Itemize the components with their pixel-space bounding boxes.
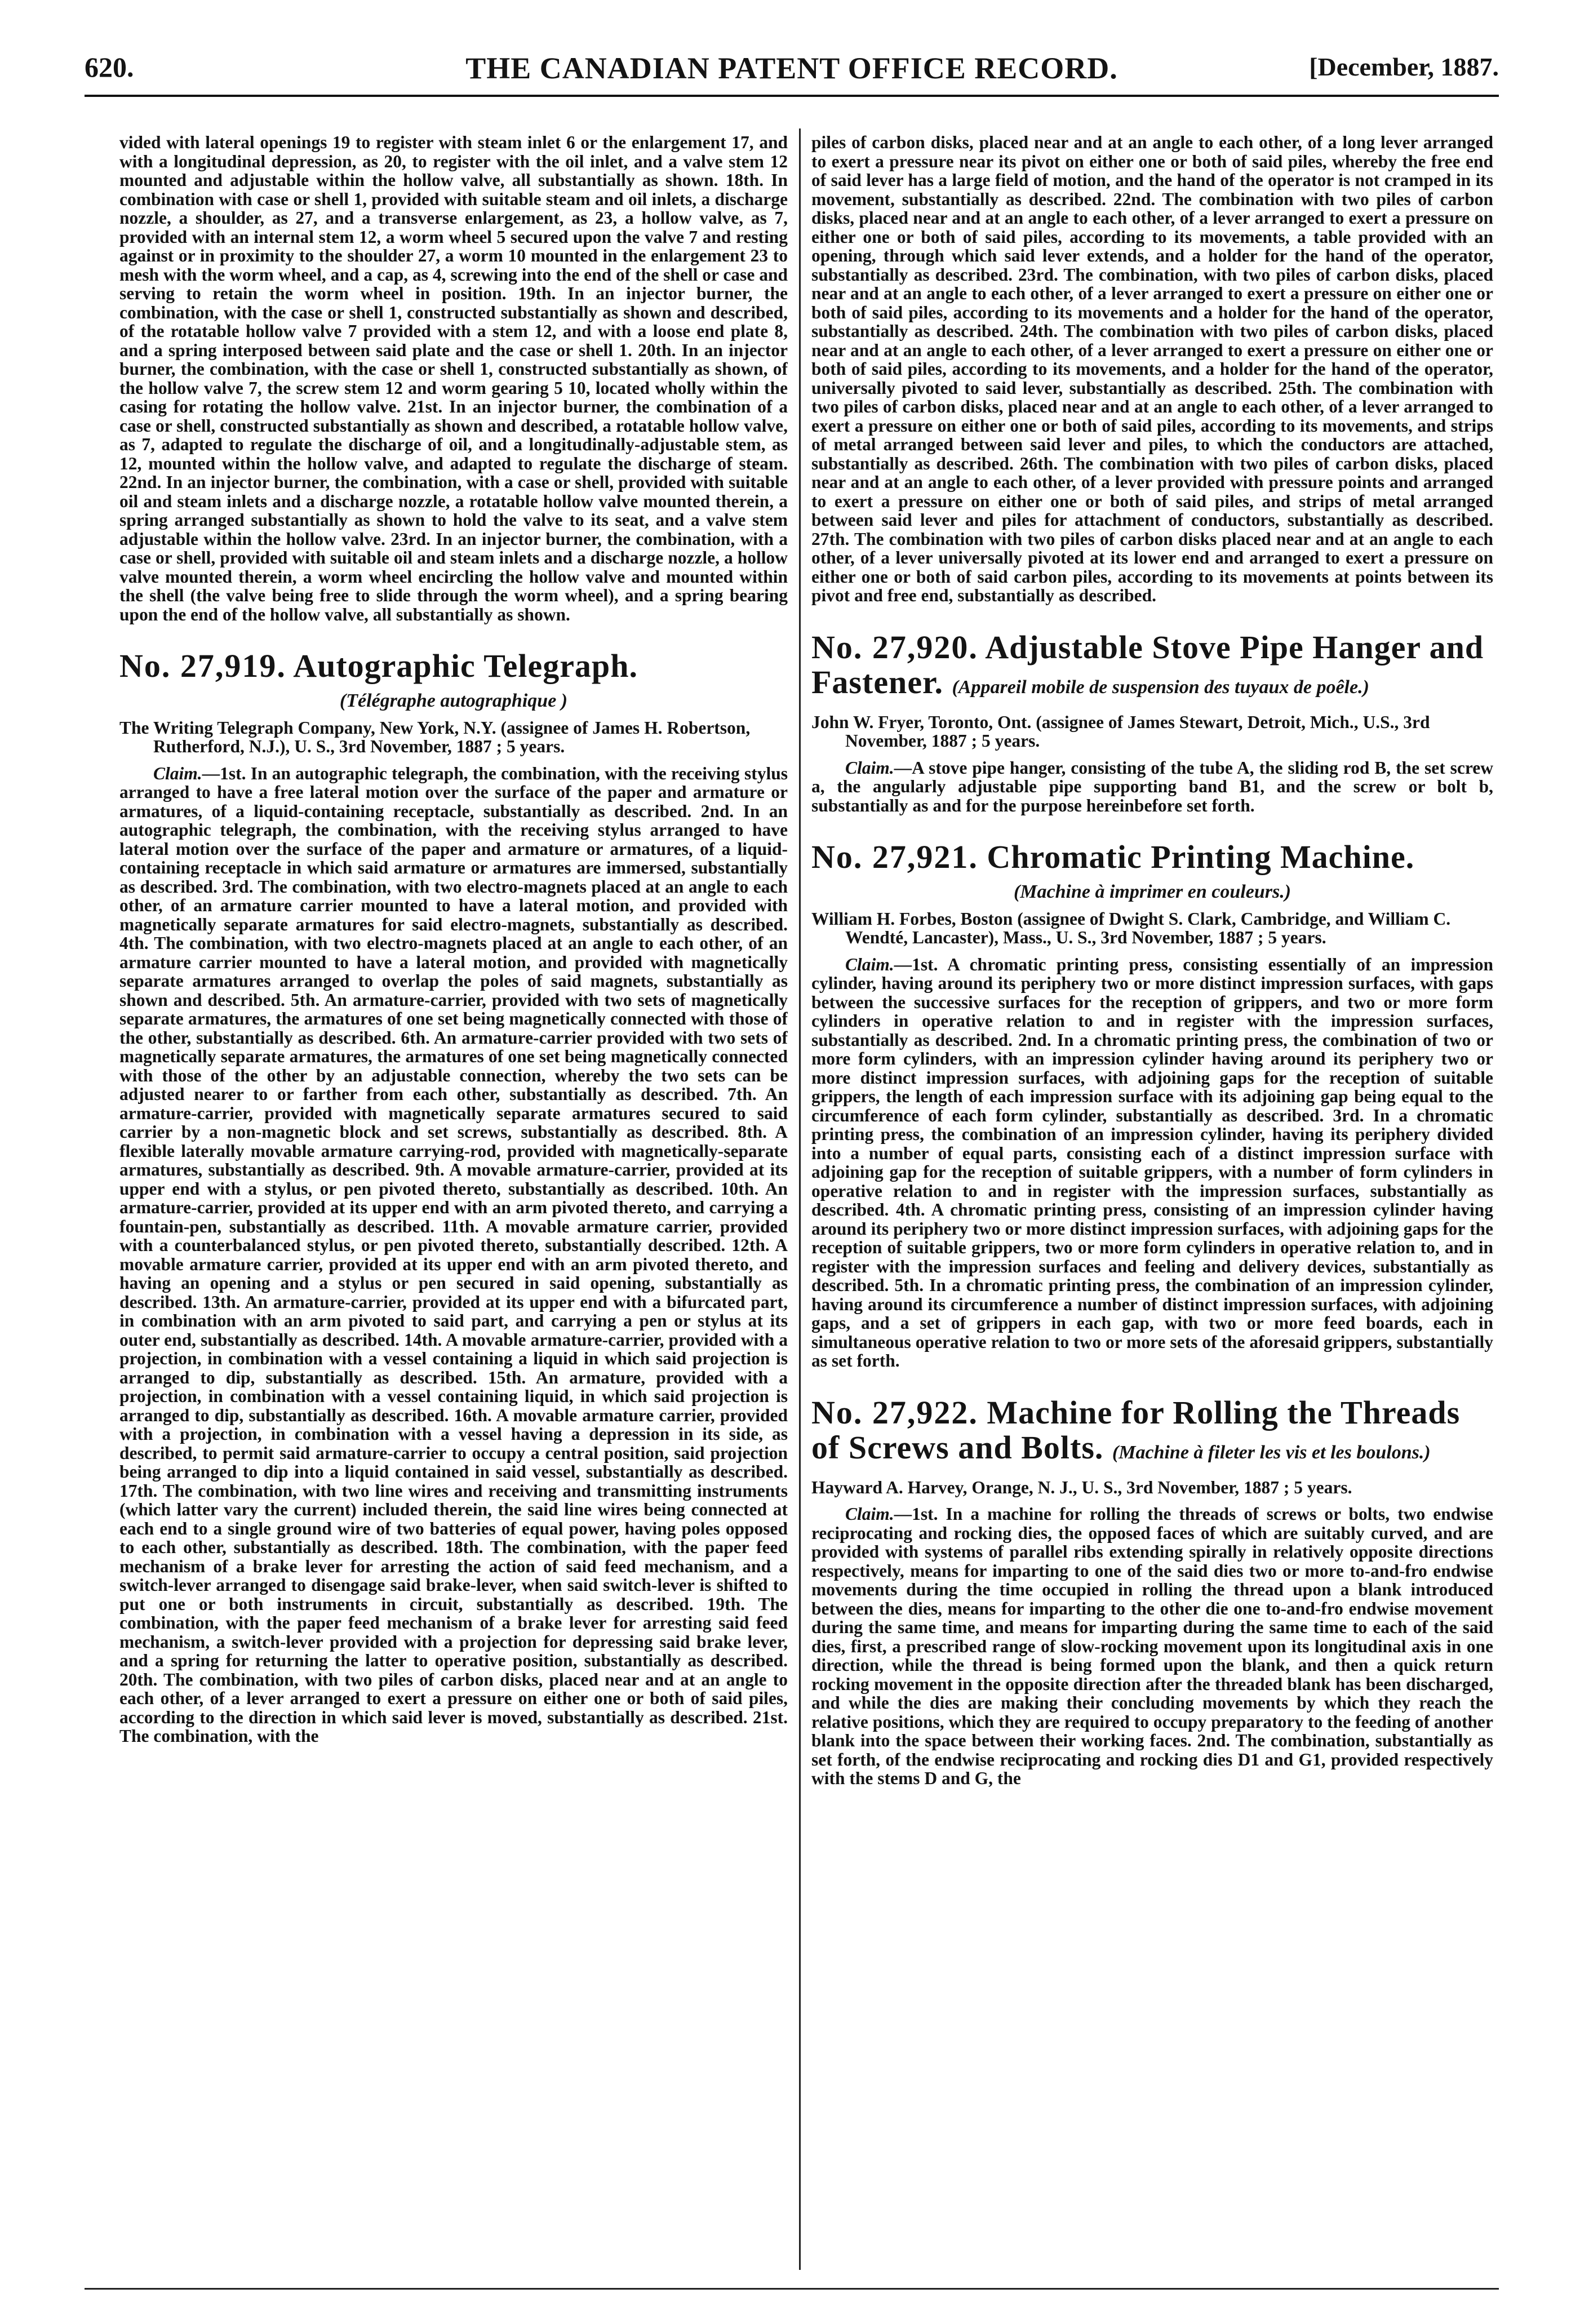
patent-title: Chromatic Printing Machine. xyxy=(987,839,1415,875)
entry-heading xyxy=(811,1395,1493,1470)
patent-entry-27921 xyxy=(811,840,1493,1371)
patent-french-title: (Télégraphe autographique ) xyxy=(339,690,568,711)
patent-french-title: (Appareil mobile de suspension des tuyaux de poêle.) xyxy=(952,676,1369,698)
patent-number: No. 27,921. xyxy=(811,839,978,875)
claim-text: —1st. In an autographic telegraph, the combination, with the receiving stylus arranged to have a free lateral motion over the surface of the paper and armature or armatures, of a liquid-containing receptacle, substantially as described. 2nd. In an autographic telegraph, the combination, with the receiving stylus arranged to have lateral motion over the surface of the paper and armature or armatures, of a liquid-containing receptacle in which said armature or armatures are immersed, substantially as described. 3rd. The combination, with two electro-magnets placed at an angle to each other, of an armature carrier mounted to have a lateral motion, and provided with magnetically separate armatures for said electro-magnets, substantially as described. 4th. The combination, with two electro-magnets placed at an angle to each other, of an armature carrier mounted to have a lateral motion, and provided with magnetically separate armatures arranged to overlap the poles of said magnets, substantially as shown and described. 5th. An armature-carrier, provided with two sets of magnetically separate armatures, the armatures of one set being magnetically connected with those of the other, substantially as described. 6th. An armature-carrier provided with two sets of magnetically separate armatures, the armatures of one set being magnetically connected with those of the other by an adjustable connection, whereby the two sets can be adjusted nearer to or farther from each other, substantially as described. 7th. An armature-carrier, provided with magnetically separate armatures secured to said carrier by a non-magnetic block and set screws, substantially as described. 8th. A flexible laterally movable armature carrying-rod, provided with magnetically-separate armatures, substantially as described. 9th. A movable armature-carrier, provided at its upper end with a stylus, or pen pivoted thereto, substantially as described. 10th. An armature-carrier, provided at its upper end with an arm pivoted thereto, and carrying a fountain-pen, substantially as described. 11th. A movable armature carrier, provided with a counterbalanced stylus, or pen pivoted thereto, substantially described. 12th. A movable armature carrier, provided at its upper end with an arm pivoted thereto, and having an opening and a stylus or pen secured in said opening, substantially as described. 13th. An armature-carrier, provided at its upper end with a bifurcated part, in combination with an arm pivoted to said part, and carrying a pen or stylus at its outer end, substantially as described. 14th. A movable armature-carrier, provided with a projection, in combination with a vessel containing a liquid in which said projection is arranged to dip, substantially as described. 15th. An armature, provided with a projection, in combination with a vessel containing liquid, in which said projection is arranged to dip, substantially as described. 16th. A movable armature carrier, provided with a projection, in combination with a vessel having a depression in its side, as described, to permit said armature-carrier to occupy a central position, said projection being arranged to dip into a liquid contained in said vessel, substantially as described. 17th. The combination, with two line wires and receiving and transmitting instruments (which latter vary the current) included therein, the said line wires being connected at each end to a single ground wire of two batteries of equal power, having poles opposed to each other, substantially as described. 18th. The combination, with the paper feed mechanism of a brake lever for arresting the action of said feed mechanism, and a switch-lever arranged to disengage said brake-lever, when said switch-lever is shifted to put one or both instruments in circuit, substantially as described. 19th. The combination, with the paper feed mechanism of a brake lever for arresting said feed mechanism, a switch-lever provided with a projection for depressing said brake lever, and a spring for returning the latter to operative position, substantially as described. 20th. The combination, with two piles of carbon disks, placed near and at an angle to each other, of a lever arranged to exert a pressure on either one or both of said piles, according to the direction in which said lever is moved, substantially as described. 21st. The combination, with the xyxy=(119,763,788,1746)
patent-applicant: John W. Fryer, Toronto, Ont. (assignee of James Stewart, Detroit, Mich., U.S., 3rd November, 1887 ; 5 years. xyxy=(811,712,1430,751)
continued-claims: vided with lateral openings 19 to register with steam inlet 6 or the enlargement 17, and with a longitudinal depression, as 20, to register with the oil inlet, and a valve stem 12 mounted and adjustable within the hollow valve, all substantially as shown. 18th. In combination with case or shell 1, provided with suitable steam and oil inlets, a discharge nozzle, a shoulder, as 27, and a transverse enlargement, as 23, a hollow valve, as 7, provided with an internal stem 12, a worm wheel 5 secured upon the valve 7 and resting against or in proximity to the shoulder 27, a worm 10 mounted in the enlargement 23 to mesh with the worm wheel, and a cap, as 4, screwing into the end of the shell or case and serving to retain the worm wheel in position. 19th. In an injector burner, the combination, with the case or shell 1, constructed substantially as shown and described, of the rotatable hollow valve 7 provided with a stem 12, and with a loose end plate 8, and a spring interposed between said plate and the case or shell 1. 20th. In an injector burner, the combination, with the case or shell 1, constructed substantially as shown, of the hollow valve 7, the screw stem 12 and worm gearing 5 10, located wholly within the casing for rotating the hollow valve. 21st. In an injector burner, the combination of a case or shell, constructed substantially as shown and described, a rotatable hollow valve, as 7, adapted to regulate the discharge of oil, and a longitudinally-adjustable stem, as 12, mounted within the hollow valve, and adapted to regulate the discharge of steam. 22nd. In an injector burner, the combination, with a case or shell, provided with suitable oil and steam inlets and a discharge nozzle, a rotatable hollow valve mounted therein, a spring arranged substantially as shown to hold the valve to its seat, and a valve stem adjustable within the hollow valve. 23rd. In an injector burner, the combination, with a case or shell, provided with suitable oil and steam inlets and a discharge nozzle, a hollow valve mounted therein, a worm wheel encircling the hollow valve and mounted within the shell (the valve being free to slide through the worm wheel), and a spring bearing upon the end of the hollow valve, all substantially as shown. xyxy=(119,133,788,624)
publication-title: THE CANADIAN PATENT OFFICE RECORD. xyxy=(465,51,1118,85)
patent-entry-27919 xyxy=(119,649,788,1746)
patent-title: Autographic Telegraph. xyxy=(293,647,638,684)
patent-applicant: William H. Forbes, Boston (assignee of Dwight S. Clark, Cambridge, and William C. Wendté, Lancaster), Mass., U. S., 3rd November, 1887 ; 5 years. xyxy=(811,908,1451,947)
patent-entry-27922 xyxy=(811,1395,1493,1788)
patent-number: No. 27,920. xyxy=(811,628,978,666)
patent-number: No. 27,922. xyxy=(811,1394,978,1431)
claim-label: Claim. xyxy=(845,954,894,974)
patent-title: Machine for Rolling the Threads of Screws and Bolts. xyxy=(811,1394,1461,1466)
patent-claims xyxy=(811,955,1493,1371)
patent-french-title: (Machine à fileter les vis et les boulons.) xyxy=(1112,1442,1431,1463)
patent-applicant: Hayward A. Harvey, Orange, N. J., U. S., 3rd November, 1887 ; 5 years. xyxy=(811,1477,1352,1497)
right-column xyxy=(811,133,1493,2286)
claim-label: Claim. xyxy=(845,1504,894,1524)
claim-label: Claim. xyxy=(153,763,202,783)
column-divider xyxy=(799,128,801,2270)
page-bottom-rule xyxy=(85,2288,1499,2290)
issue-date: [December, 1887. xyxy=(1309,52,1499,81)
page-number: 620. xyxy=(85,51,134,83)
claim-text: —1st. In a machine for rolling the threads of screws or bolts, two endwise reciprocating and rocking dies, the opposed faces of which are suitably curved, and are provided with systems of parallel ribs extending spirally in relatively opposite directions respectively, means for imparting to one of the said dies two or more to-and-fro endwise movements during the time occupied in rolling the thread upon a blank introduced between the dies, means for imparting to the other die one to-and-fro endwise movement during the same time, and means for imparting during the same time to each of the said dies, first, a prescribed range of slow-rocking movement upon its longitudinal axis in one direction, while the thread is being formed upon the blank, and then a quick return rocking movement in the opposite direction after the threaded blank has been discharged, and while the dies are making their concluding movements by which they reach the relative positions, which they are required to occupy preparatory to the feeding of another blank into the space between their working faces. 2nd. The combination, substantially as set forth, of the endwise reciprocating and rocking dies D1 and G1, provided respectively with the stems D and G, the xyxy=(811,1504,1493,1788)
patent-applicant: The Writing Telegraph Company, New York, N.Y. (assignee of James H. Robertson, Rutherford, N.J.), U. S., 3rd November, 1887 ; 5 years. xyxy=(119,717,751,756)
claim-text: —1st. A chromatic printing press, consisting essentially of an impression cylinder, having around its periphery two or more distinct impression surfaces, with gaps between the successive surfaces for the reception of grippers, and two or more form cylinders in operative relation to and in register with the impression surfaces, substantially as described. 2nd. In a chromatic printing press, the combination of two or more form cylinders, with an impression cylinder having around its periphery two or more distinct impression surfaces, with adjoining gaps for the reception of suitable grippers, the length of each impression surface with its adjoining gap being equal to the circumference of each form cylinder, substantially as described. 3rd. In a chromatic printing press, the combination of an impression cylinder, having its periphery divided into a number of equal parts, consisting each of a distinct impression surface with adjoining gap for the reception of suitable grippers, with a number of form cylinders in operative relation to and in register with the impression surfaces, substantially as described. 4th. A chromatic printing press, consisting of an impression cylinder having around its periphery two or more distinct impression surfaces, with adjoining gaps for the reception of suitable grippers, two or more form cylinders in operative relation to, and in register with the impression surfaces and feeling and delivery devices, substantially as described. 5th. In a chromatic printing press, the combination of an impression cylinder, having around its circumference a number of distinct impression surfaces, with adjoining gaps, and a set of grippers in each gap, with two or more feed boards, each in simultaneous operative relation to two or more sets of the aforesaid grippers, substantially as set forth. xyxy=(811,954,1493,1371)
entry-heading xyxy=(811,840,1493,875)
claim-label: Claim. xyxy=(845,757,894,778)
entry-heading xyxy=(119,649,788,684)
patent-french-title: (Machine à imprimer en couleurs.) xyxy=(1013,881,1291,902)
claim-text: —A stove pipe hanger, consisting of the tube A, the sliding rod B, the set screw a, the angularly adjustable pipe supporting band B1, and the screw or bolt b, substantially as and for the purpose hereinbefore set forth. xyxy=(811,757,1493,815)
page-header xyxy=(85,50,1499,97)
continued-claims: piles of carbon disks, placed near and at an angle to each other, of a long lever arranged to exert a pressure near its pivot on either one or both of said piles, whereby the free end of said lever has a large field of motion, and the hand of the operator is not cramped in its movement, substantially as described. 22nd. The combination with two piles of carbon disks, placed near and at an angle to each other, of a lever arranged to exert a pressure on either one or both of said piles, according to its movements, a table provided with an opening, through which said lever extends, and a holder for the hand of the operator, substantially as described. 23rd. The combination, with two piles of carbon disks, placed near and at an angle to each other, of a lever arranged to exert a pressure on either one or both of said piles, according to its movements and a holder for the hand of the operator, substantially as described. 24th. The combination with two piles of carbon disks, placed near and at an angle to each other, of a lever arranged to exert a pressure on either one or both of said piles, according to its movements, and a holder for the hand of the operator, universally pivoted to said lever, substantially as described. 25th. The combination with two piles of carbon disks, placed near and at an angle to each other, of a lever arranged to exert a pressure on either one or both of said piles, according to its movements, and strips of metal arranged between said lever and piles, to which the conductors are attached, substantially as described. 26th. The combination with two piles of carbon disks, placed near and at an angle to each other, of a lever provided with pressure points and arranged to exert a pressure on either one or both of said piles, and strips of metal arranged between said lever and piles for attachment of conductors, substantially as described. 27th. The combination with two piles of carbon disks placed near and at an angle to each other, of a lever universally pivoted at its lower end and arranged to exert a pressure on either one or both of said carbon piles, according to its movements at points between its pivot and free end, substantially as described. xyxy=(811,133,1493,605)
entry-heading xyxy=(811,630,1493,705)
patent-claims xyxy=(811,759,1493,815)
left-column xyxy=(119,133,788,2286)
patent-entry-27920 xyxy=(811,630,1493,815)
patent-claims xyxy=(119,764,788,1746)
patent-title: Adjustable Stove Pipe Hanger and Fastener. xyxy=(811,628,1484,700)
patent-claims xyxy=(811,1505,1493,1788)
patent-number: No. 27,919. xyxy=(119,647,286,684)
